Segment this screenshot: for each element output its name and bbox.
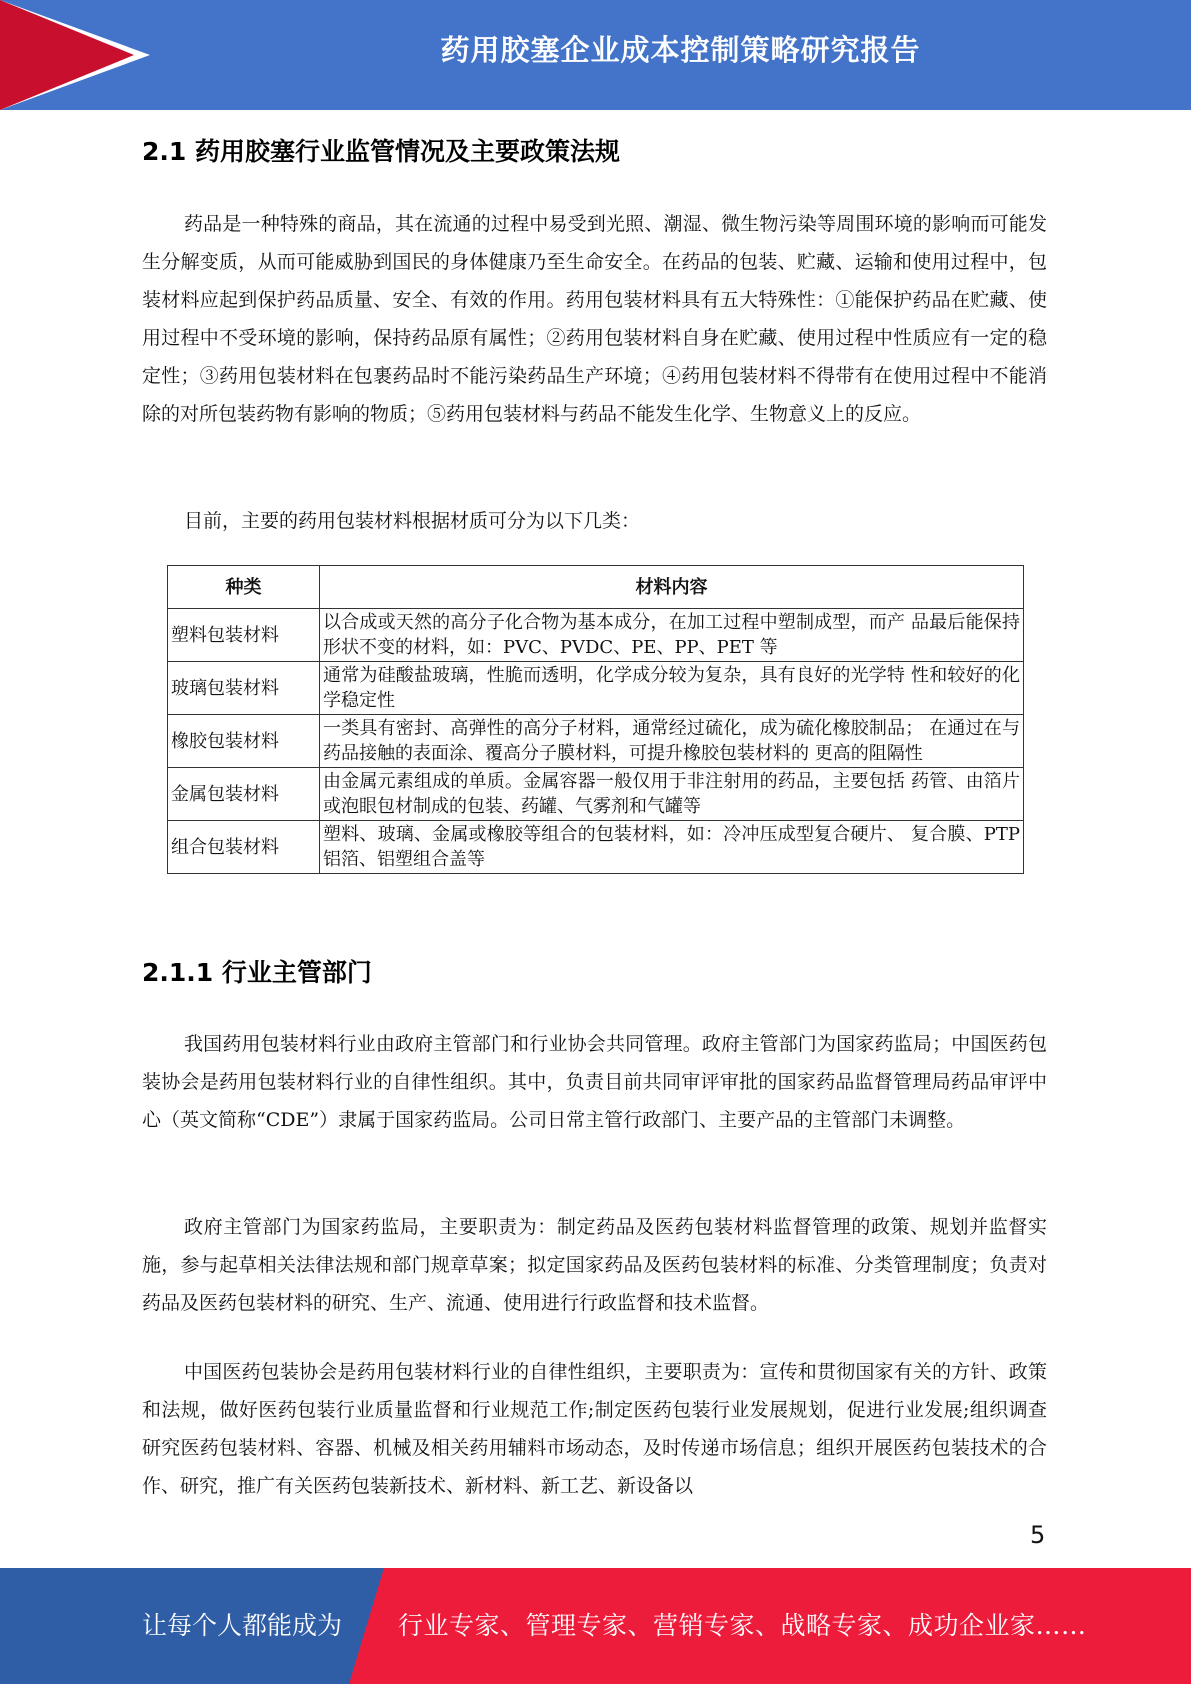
table-cell-content: 一类具有密封、高弹性的高分子材料，通常经过硫化，成为硫化橡胶制品； 在通过在与药品接触的表面涂、覆高分子膜材料，可提升橡胶包装材料的 更高的阻隔性 [320, 715, 1024, 768]
report-title: 药用胶塞企业成本控制策略研究报告 [440, 33, 921, 67]
table-cell-kind: 金属包装材料 [168, 768, 320, 821]
table-row [168, 609, 1024, 662]
report-header [0, 0, 1191, 110]
table-cell-kind: 塑料包装材料 [168, 609, 320, 662]
table-cell-kind: 组合包装材料 [168, 821, 320, 874]
paragraph-regulatory-authority: 我国药用包装材料行业由政府主管部门和行业协会共同管理。政府主管部门为国家药监局；中国医药包装协会是药用包装材料行业的自律性组织。其中，负责目前共同审评审批的国家药品监督管理局药品审评中心（英文简称“CDE”）隶属于国家药监局。公司日常主管行政部门、主要产品的主管部门未调整。 [142, 1033, 1047, 1131]
paragraph-packaging-properties: 药品是一种特殊的商品，其在流通的过程中易受到光照、潮湿、微生物污染等周围环境的影响而可能发生分解变质，从而可能威胁到国民的身体健康乃至生命安全。在药品的包装、贮藏、运输和使用过程中，包装材料应起到保护药品质量、安全、有效的作用。药用包装材料具有五大特殊性：①能保护药品在贮藏、使用过程中不受环境的影响，保持药品原有属性；②药用包装材料自身在贮藏、使用过程中性质应有一定的稳定性；③药用包装材料在包裹药品时不能污染药品生产环境；④药用包装材料不得带有在使用过程中不能消除的对所包装药物有影响的物质；⑤药用包装材料与药品不能发生化学、生物意义上的反应。 [142, 213, 1047, 425]
table-header-row [168, 566, 1024, 609]
table-cell-content: 通常为硅酸盐玻璃，性脆而透明，化学成分较为复杂，具有良好的光学特 性和较好的化学稳定性 [320, 662, 1024, 715]
header-red-arrow [0, 0, 134, 110]
paragraph-material-categories-intro: 目前，主要的药用包装材料根据材质可分为以下几类： [184, 510, 641, 532]
table-cell-content: 以合成或天然的高分子化合物为基本成分，在加工过程中塑制成型，而产 品最后能保持形状不变的材料，如：PVC、PVDC、PE、PP、PET 等 [320, 609, 1024, 662]
table-header-kind: 种类 [168, 566, 320, 609]
report-footer [0, 1568, 1191, 1684]
footer-slogan-left: 让每个人都能成为 [142, 1611, 343, 1640]
section-heading-2-1: 2.1 药用胶塞行业监管情况及主要政策法规 [142, 137, 620, 166]
table-row [168, 768, 1024, 821]
table-row [168, 715, 1024, 768]
footer-slogan-right: 行业专家、管理专家、营销专家、战略专家、成功企业家…… [398, 1611, 1087, 1640]
table-row [168, 662, 1024, 715]
page-number: 5 [1030, 1521, 1046, 1549]
table-cell-kind: 玻璃包装材料 [168, 662, 320, 715]
materials-table [167, 565, 1024, 874]
table-row [168, 821, 1024, 874]
table-cell-kind: 橡胶包装材料 [168, 715, 320, 768]
table-header-content: 材料内容 [320, 566, 1024, 609]
section-heading-2-1-1: 2.1.1 行业主管部门 [142, 958, 372, 987]
paragraph-association-duties: 中国医药包装协会是药用包装材料行业的自律性组织，主要职责为：宣传和贯彻国家有关的方针、政策和法规，做好医药包装行业质量监督和行业规范工作;制定医药包装行业发展规划，促进行业发展;组织调查研究医药包装材料、容器、机械及相关药用辅料市场动态，及时传递市场信息；组织开展医药包装技术的合作、研究，推广有关医药包装新技术、新材料、新工艺、新设备以 [142, 1361, 1047, 1497]
table-cell-content: 塑料、玻璃、金属或橡胶等组合的包装材料，如：冷冲压成型复合硬片、 复合膜、PTP 铝箔、铝塑组合盖等 [320, 821, 1024, 874]
table-cell-content: 由金属元素组成的单质。金属容器一般仅用于非注射用的药品，主要包括 药管、由箔片或泡眼包材制成的包装、药罐、气雾剂和气罐等 [320, 768, 1024, 821]
paragraph-government-duties: 政府主管部门为国家药监局，主要职责为：制定药品及医药包装材料监督管理的政策、规划并监督实施，参与起草相关法律法规和部门规章草案；拟定国家药品及医药包装材料的标准、分类管理制度；负责对药品及医药包装材料的研究、生产、流通、使用进行行政监督和技术监督。 [142, 1216, 1047, 1314]
